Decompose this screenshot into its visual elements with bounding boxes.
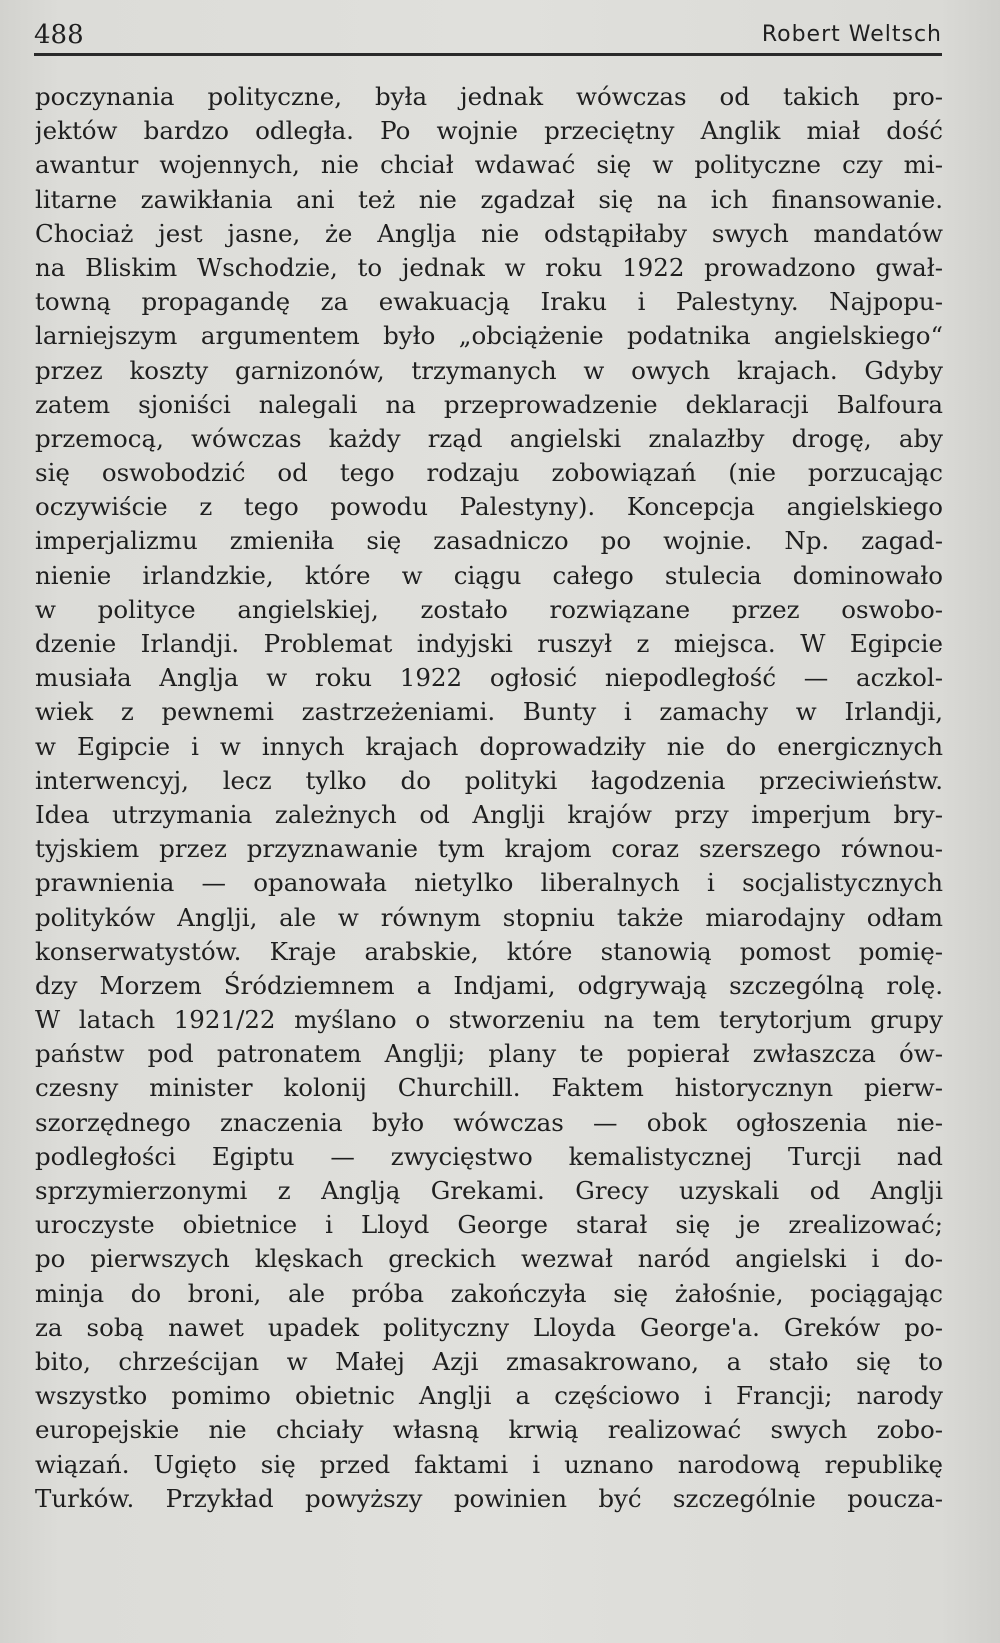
text-line: polityków Anglji, ale w równym stopniu także miarodajny odłam bbox=[35, 902, 943, 932]
page-number: 488 bbox=[34, 20, 84, 50]
text-line: W latach 1921/22 myślano o stworzeniu na tem terytorjum grupy bbox=[35, 1005, 943, 1035]
text-line: w Egipcie i w innych krajach doprowadziły nie do energicznych bbox=[35, 731, 943, 761]
text-line: się oswobodzić od tego rodzaju zobowiązań (nie porzucając bbox=[35, 458, 943, 488]
text-line: uroczyste obietnice i Lloyd George starał się je zrealizować; bbox=[35, 1210, 943, 1240]
text-line: wszystko pomimo obietnic Anglji a częściowo i Francji; narody bbox=[35, 1381, 943, 1411]
text-line: nienie irlandzkie, które w ciągu całego stulecia dominowało bbox=[35, 560, 943, 590]
text-line: czesny minister kolonij Churchill. Faktem historycznyn pierw- bbox=[35, 1073, 943, 1103]
text-line: jektów bardzo odległa. Po wojnie przeciętny Anglik miał dość bbox=[35, 116, 943, 146]
text-line: poczynania polityczne, była jednak wówczas od takich pro- bbox=[35, 82, 943, 111]
text-line: minja do broni, ale próba zakończyła się żałośnie, pociągając bbox=[35, 1278, 943, 1308]
text-line: dzy Morzem Śródziemnem a Indjami, odgrywają szczególną rolę. bbox=[35, 970, 943, 1000]
text-line: konserwatystów. Kraje arabskie, które stanowią pomost pomię- bbox=[35, 936, 943, 966]
text-line: dzenie Irlandji. Problemat indyjski ruszył z miejsca. W Egipcie bbox=[35, 629, 943, 658]
text-line: na Bliskim Wschodzie, to jednak w roku 1922 prowadzono gwał- bbox=[35, 252, 943, 282]
page-header bbox=[34, 14, 942, 48]
text-line: tyjskiem przez przyznawanie tym krajom coraz szerszego równou- bbox=[35, 834, 943, 864]
text-line: oczywiście z tego powodu Palestyny). Koncepcja angielskiego bbox=[35, 492, 943, 522]
text-line: w polityce angielskiej, zostało rozwiązane przez oswobo- bbox=[35, 594, 943, 624]
text-line: wiązań. Ugięto się przed faktami i uznano narodową republikę bbox=[35, 1449, 943, 1479]
text-line: imperjalizmu zmieniła się zasadniczo po wojnie. Np. zagad- bbox=[35, 526, 943, 556]
text-line: Idea utrzymania zależnych od Anglji krajów przy imperjum bry- bbox=[35, 799, 943, 829]
text-line: awantur wojennych, nie chciał wdawać się w polityczne czy mi- bbox=[35, 150, 943, 180]
text-line: musiała Anglja w roku 1922 ogłosić niepodległość — aczkol- bbox=[35, 663, 943, 693]
text-line: larniejszym argumentem było „obciążenie podatnika angielskiego“ bbox=[35, 321, 943, 351]
body-text bbox=[35, 80, 943, 1516]
text-line: interwencyj, lecz tylko do polityki łagodzenia przeciwieństw. bbox=[35, 765, 943, 795]
text-line: zatem sjoniści nalegali na przeprowadzenie deklaracji Balfoura bbox=[35, 389, 943, 419]
text-line: Turków. Przykład powyższy powinien być szczególnie poucza- bbox=[35, 1483, 943, 1513]
text-line: za sobą nawet upadek polityczny Lloyda George'a. Greków po- bbox=[35, 1312, 943, 1342]
running-head-author: Robert Weltsch bbox=[761, 22, 942, 47]
text-line: prawnienia — opanowała nietylko liberalnych i socjalistycznych bbox=[35, 868, 943, 898]
text-line: szorzędnego znaczenia było wówczas — obok ogłoszenia nie- bbox=[35, 1107, 943, 1137]
text-line: Chociaż jest jasne, że Anglja nie odstąpiłaby swych mandatów bbox=[35, 218, 943, 248]
text-line: towną propagandę za ewakuacją Iraku i Palestyny. Najpopu- bbox=[35, 287, 943, 317]
text-line: litarne zawikłania ani też nie zgadzał się na ich finansowanie. bbox=[35, 184, 943, 214]
text-line: bito, chrześcijan w Małej Azji zmasakrowano, a stało się to bbox=[35, 1346, 943, 1376]
text-line: wiek z pewnemi zastrzeżeniami. Bunty i zamachy w Irlandji, bbox=[35, 697, 943, 727]
text-line: przemocą, wówczas każdy rząd angielski znalazłby drogę, aby bbox=[35, 423, 943, 453]
text-line: podległości Egiptu — zwycięstwo kemalistycznej Turcji nad bbox=[35, 1141, 943, 1171]
text-line: państw pod patronatem Anglji; plany te popierał zwłaszcza ów- bbox=[35, 1039, 943, 1069]
text-line: po pierwszych klęskach greckich wezwał naród angielski i do- bbox=[35, 1244, 943, 1274]
header-rule bbox=[34, 53, 942, 56]
text-line: przez koszty garnizonów, trzymanych w owych krajach. Gdyby bbox=[35, 355, 943, 385]
text-line: sprzymierzonymi z Anglją Grekami. Grecy uzyskali od Anglji bbox=[35, 1176, 943, 1205]
text-line: europejskie nie chciały własną krwią realizować swych zobo- bbox=[35, 1415, 943, 1445]
